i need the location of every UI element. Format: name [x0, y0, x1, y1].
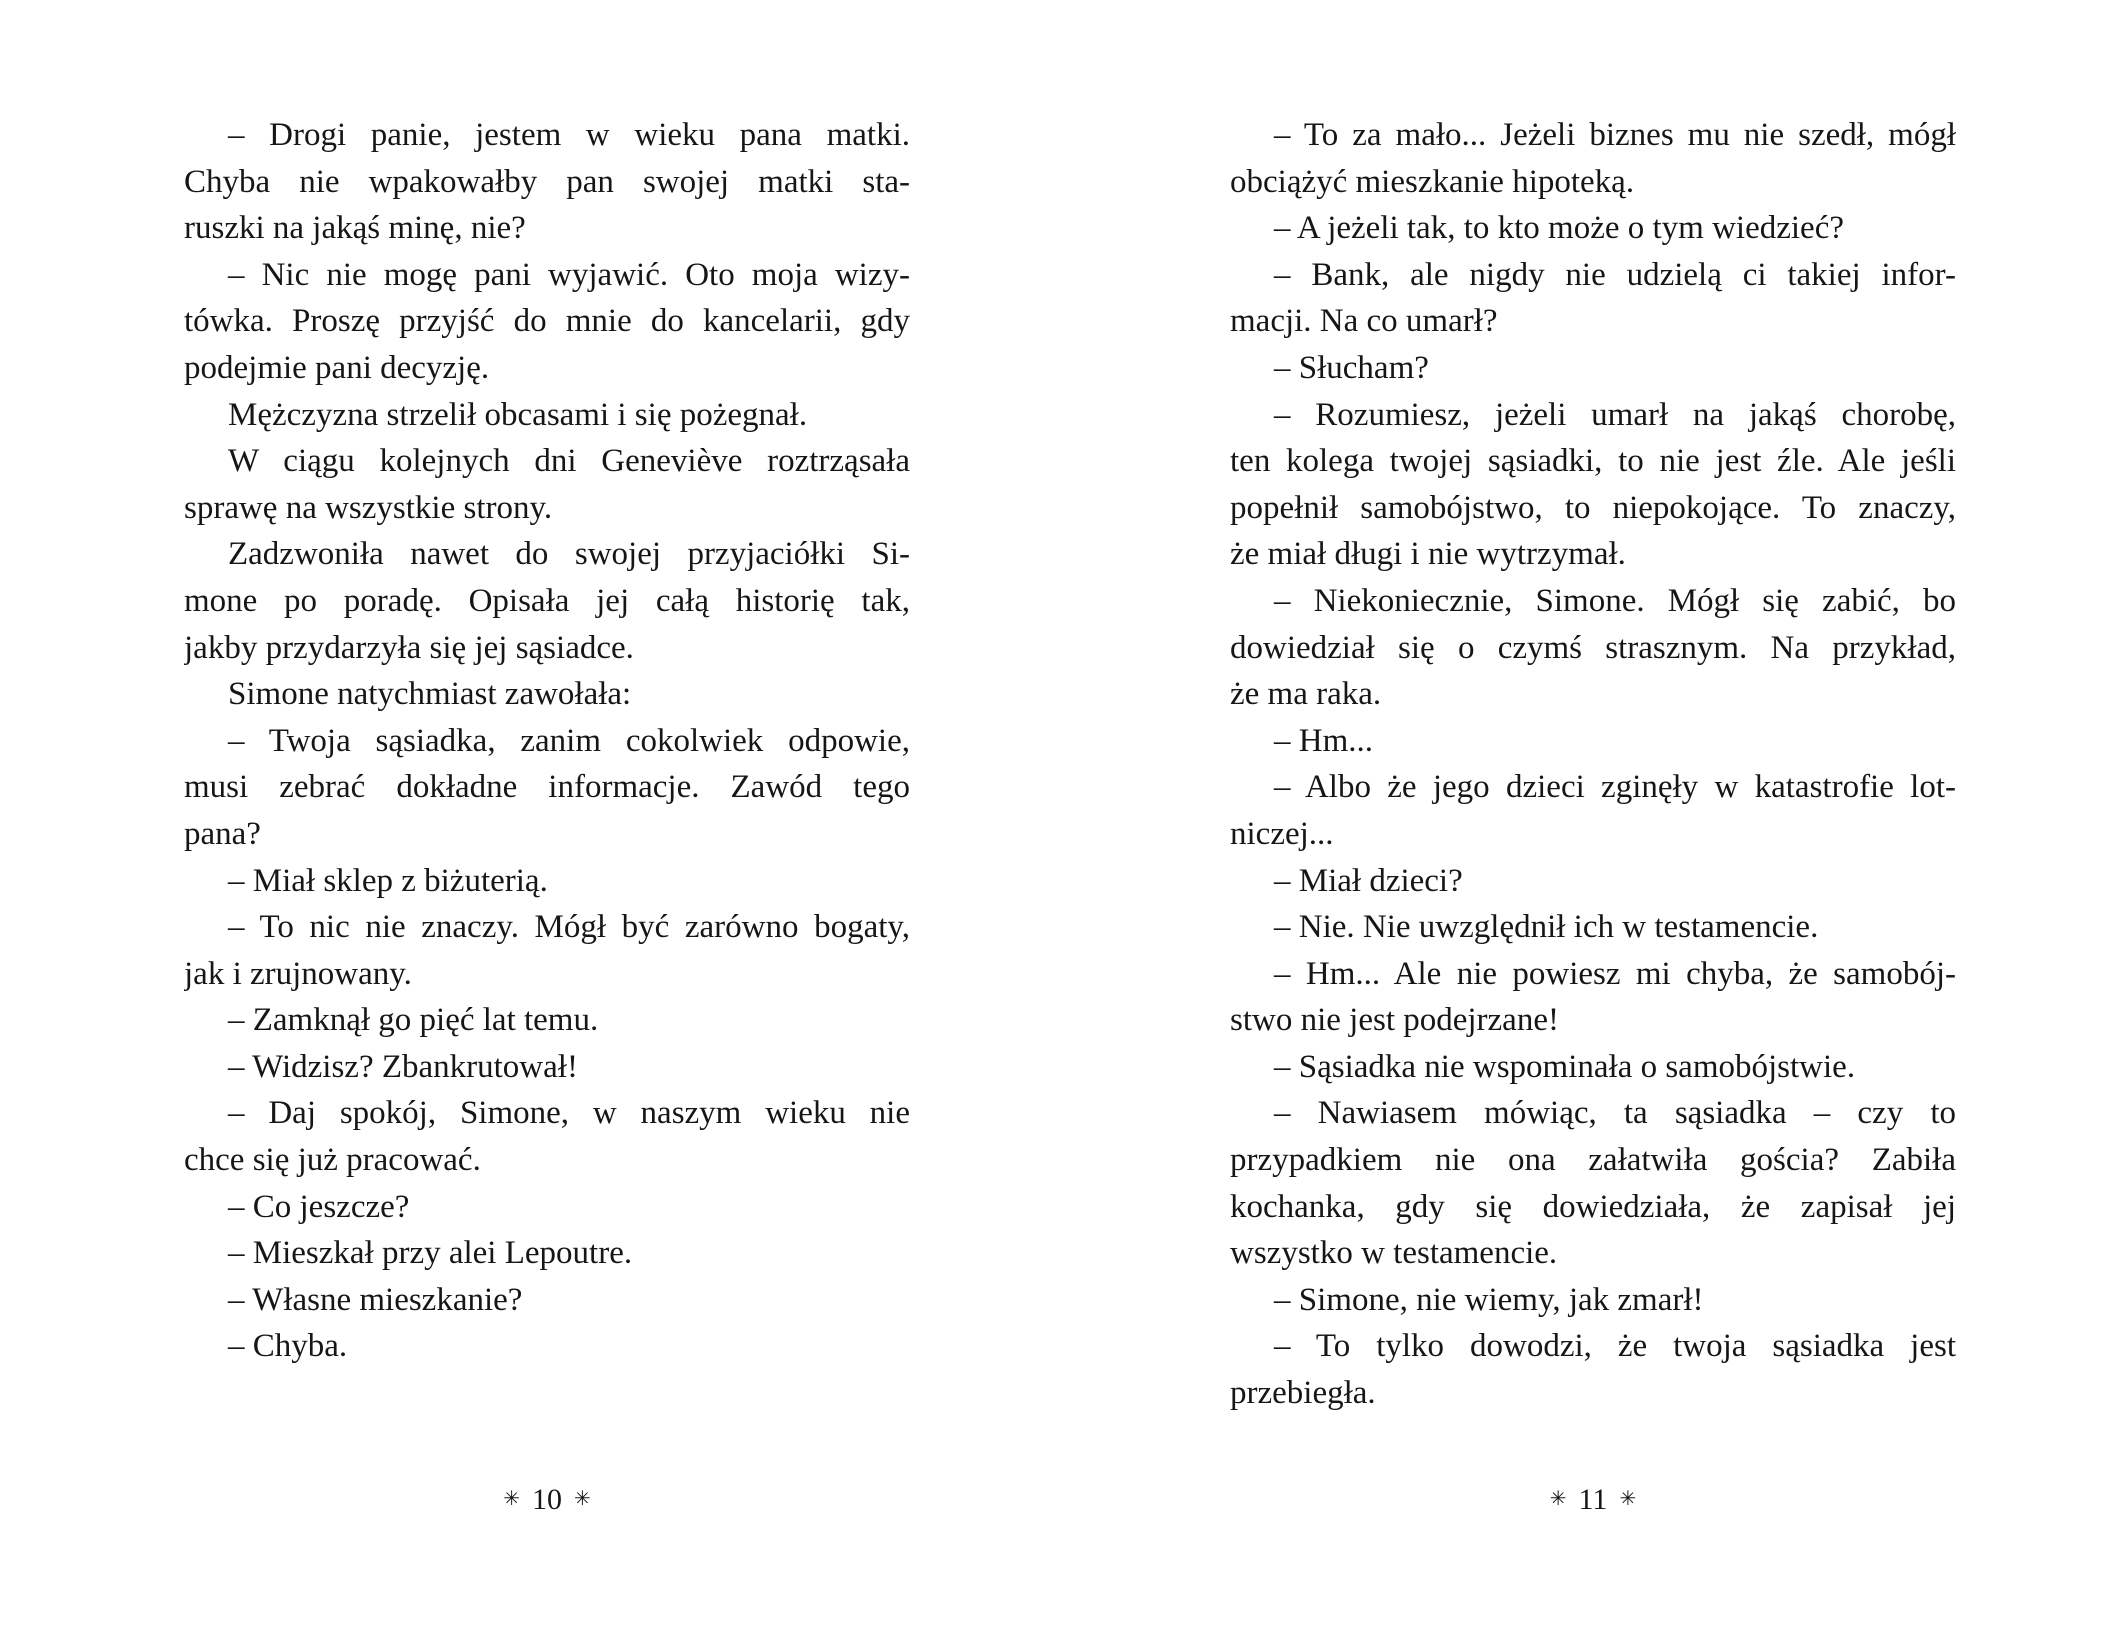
- text-line: macji. Na co umarł?: [1230, 303, 1498, 340]
- text-line: – Hm... Ale nie powiesz mi chyba, że samobój-: [1274, 955, 1956, 992]
- text-line: przypadkiem nie ona załatwiła gościa? Zabiła: [1230, 1142, 1956, 1179]
- text-line: – Rozumiesz, jeżeli umarł na jakąś chorobę,: [1274, 396, 1956, 433]
- text-line: – A jeżeli tak, to kto może o tym wiedzieć?: [1274, 210, 1844, 247]
- text-line: – Nawiasem mówiąc, ta sąsiadka – czy to: [1274, 1095, 1956, 1132]
- asterisk-ornament-icon: ✳: [574, 1488, 591, 1510]
- page-number: 10: [532, 1483, 562, 1516]
- text-line: – Twoja sąsiadka, zanim cokolwiek odpowie,: [228, 722, 910, 759]
- text-line: przebiegła.: [1230, 1375, 1376, 1412]
- text-line: – Własne mieszkanie?: [228, 1281, 523, 1318]
- text-line: – Albo że jego dzieci zginęły w katastrofie lot-: [1274, 769, 1956, 806]
- page-number: 11: [1578, 1483, 1608, 1516]
- text-line: niczej...: [1230, 815, 1334, 852]
- text-line: że ma raka.: [1230, 676, 1382, 713]
- text-line: – Nic nie mogę pani wyjawić. Oto moja wizy-: [228, 256, 910, 293]
- text-line: – Bank, ale nigdy nie udzielą ci takiej infor-: [1274, 256, 1956, 293]
- text-line: – Chyba.: [228, 1328, 348, 1365]
- text-line: W ciągu kolejnych dni Geneviève roztrząsała: [228, 443, 910, 480]
- text-line: – Zamknął go pięć lat temu.: [228, 1002, 599, 1039]
- text-line: Mężczyzna strzelił obcasami i się pożegnał.: [228, 396, 808, 433]
- text-line: popełnił samobójstwo, to niepokojące. To znaczy,: [1230, 489, 1956, 526]
- page-right-text: [1230, 112, 1956, 1417]
- text-line: – Mieszkał przy alei Lepoutre.: [228, 1235, 633, 1272]
- text-line: – Daj spokój, Simone, w naszym wieku nie: [228, 1095, 910, 1132]
- text-line: – To tylko dowodzi, że twoja sąsiadka jest: [1274, 1328, 1956, 1365]
- text-line: ten kolega twojej sąsiadki, to nie jest źle. Ale jeśli: [1230, 443, 1956, 480]
- text-line: – Sąsiadka nie wspominała o samobójstwie.: [1274, 1048, 1856, 1085]
- text-line: – Miał sklep z biżuterią.: [228, 862, 548, 899]
- text-line: – Nie. Nie uwzględnił ich w testamencie.: [1274, 909, 1819, 946]
- text-line: – Słucham?: [1274, 349, 1429, 386]
- text-line: chce się już pracować.: [184, 1142, 481, 1179]
- page-left-text: [184, 112, 910, 1370]
- text-line: podejmie pani decyzję.: [184, 349, 490, 386]
- text-line: ruszki na jakąś minę, nie?: [184, 210, 526, 247]
- text-line: Simone natychmiast zawołała:: [228, 676, 632, 713]
- page-right-footer: [1230, 1483, 1956, 1517]
- asterisk-ornament-icon: ✳: [1619, 1488, 1637, 1510]
- text-line: że miał długi i nie wytrzymał.: [1230, 536, 1626, 573]
- text-line: dowiedział się o czymś strasznym. Na przykład,: [1230, 629, 1956, 666]
- text-line: – Niekoniecznie, Simone. Mógł się zabić, bo: [1274, 582, 1956, 619]
- text-line: jakby przydarzyła się jej sąsiadce.: [184, 629, 634, 666]
- text-line: jak i zrujnowany.: [184, 955, 412, 992]
- text-line: kochanka, gdy się dowiedziała, że zapisał jej: [1230, 1188, 1956, 1225]
- text-line: – Miał dzieci?: [1274, 862, 1463, 899]
- text-line: – To za mało... Jeżeli biznes mu nie szedł, mógł: [1274, 117, 1956, 153]
- asterisk-ornament-icon: ✳: [1549, 1488, 1567, 1510]
- text-line: – Drogi panie, jestem w wieku pana matki.: [228, 117, 910, 153]
- text-line: – Hm...: [1274, 722, 1373, 759]
- text-line: musi zebrać dokładne informacje. Zawód tego: [184, 769, 910, 806]
- text-line: wszystko w testamencie.: [1230, 1235, 1558, 1272]
- text-line: – Widzisz? Zbankrutował!: [228, 1048, 578, 1085]
- text-line: – Co jeszcze?: [228, 1188, 410, 1225]
- page-left-footer: [184, 1483, 910, 1517]
- text-line: mone po poradę. Opisała jej całą historię tak,: [184, 582, 910, 619]
- text-line: – To nic nie znaczy. Mógł być zarówno bogaty,: [228, 909, 910, 946]
- text-line: sprawę na wszystkie strony.: [184, 489, 553, 526]
- text-line: obciążyć mieszkanie hipoteką.: [1230, 163, 1635, 200]
- text-line: Chyba nie wpakowałby pan swojej matki sta-: [184, 163, 910, 200]
- text-line: pana?: [184, 815, 261, 852]
- text-line: Zadzwoniła nawet do swojej przyjaciółki Si-: [228, 536, 910, 573]
- asterisk-ornament-icon: ✳: [503, 1488, 520, 1510]
- text-line: – Simone, nie wiemy, jak zmarł!: [1274, 1281, 1704, 1318]
- text-line: tówka. Proszę przyjść do mnie do kancelarii, gdy: [184, 303, 910, 340]
- text-line: stwo nie jest podejrzane!: [1230, 1002, 1559, 1039]
